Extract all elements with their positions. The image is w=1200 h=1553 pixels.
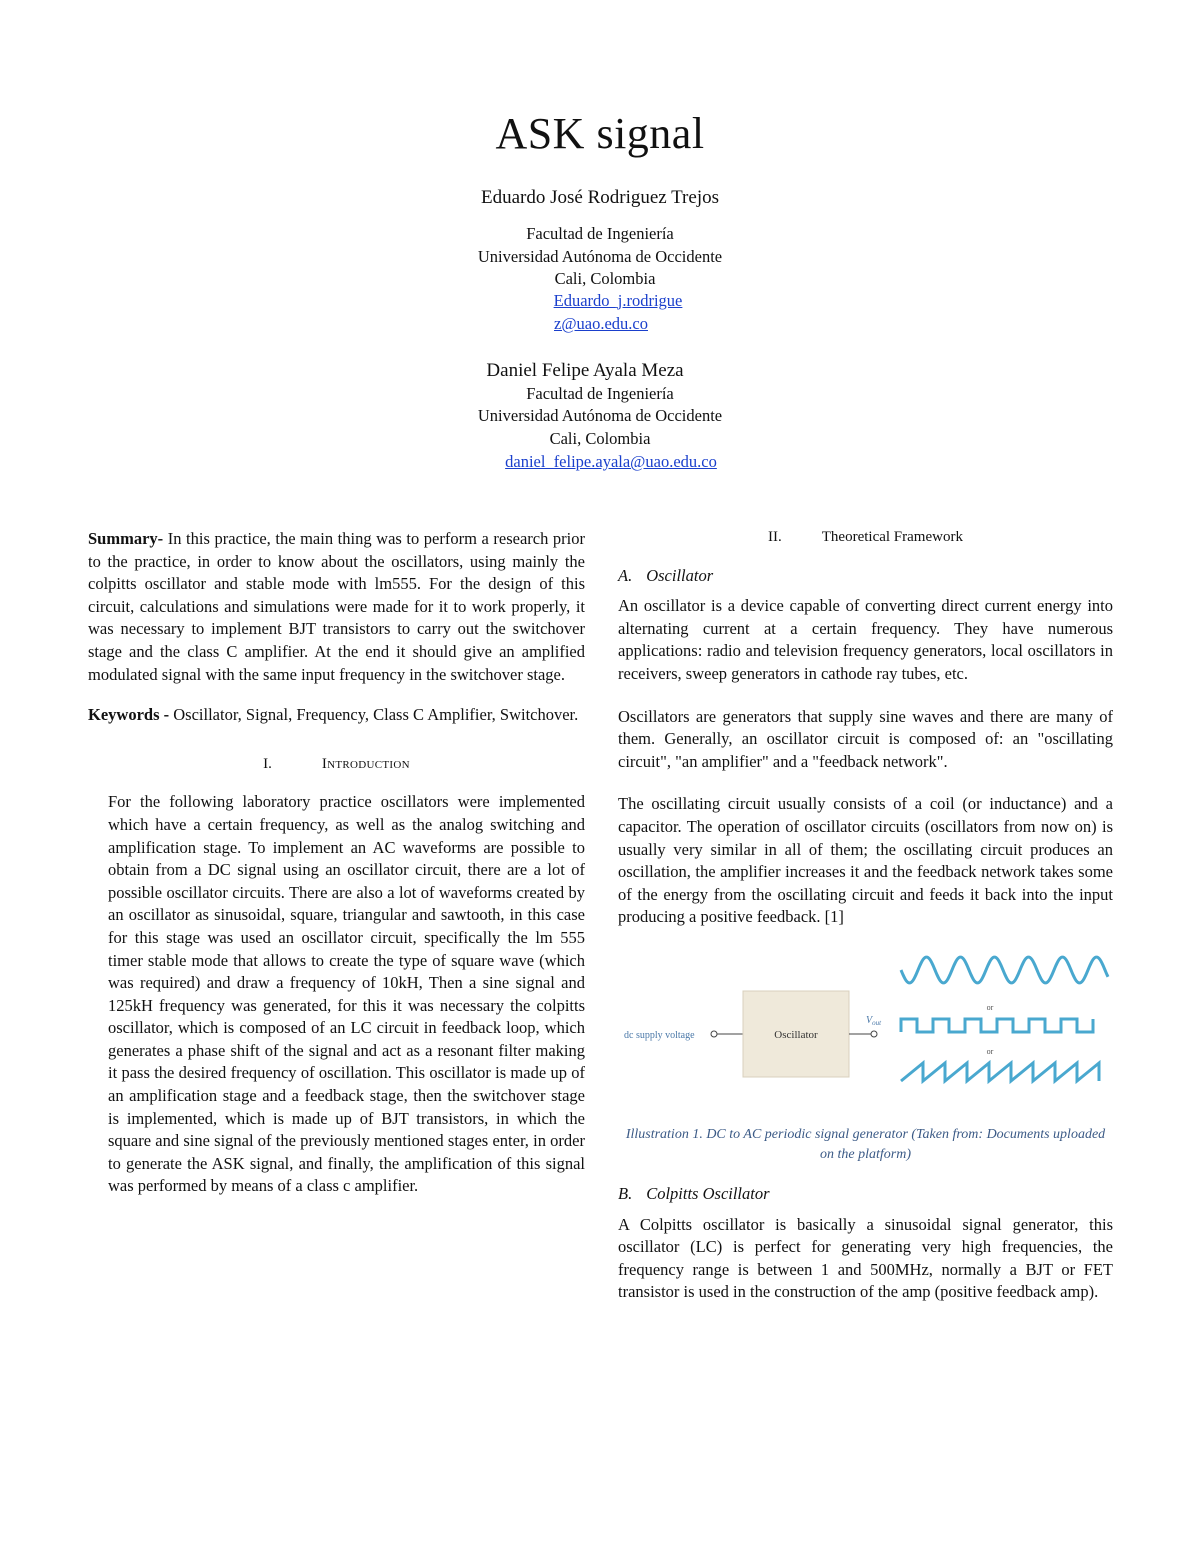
subsection-a-title: Oscillator — [646, 565, 714, 585]
summary-label: Summary- — [88, 529, 164, 548]
output-terminal — [871, 1031, 877, 1037]
author2-faculty: Facultad de Ingeniería — [526, 384, 674, 403]
author1-name: Eduardo José Rodriguez Trejos — [480, 187, 719, 208]
sine-waveform — [901, 957, 1108, 983]
author1-email-link-part2[interactable]: z@uao.edu.co — [554, 314, 648, 333]
oscillator-paragraph-2: Oscillators are generators that supply sine waves and there are many of them. Generally, an oscillator circuit is composed of: an "oscillating circuit", "an amplifier" and a "feedback network". — [618, 706, 1113, 771]
subsection-a-number: A. — [618, 565, 633, 585]
oscillator-box-label: Oscillator — [774, 1028, 818, 1041]
section2-title: Theoretical Framework — [821, 529, 963, 545]
author1-university: Universidad Autónoma de Occidente — [477, 247, 723, 266]
left-column — [88, 522, 585, 1198]
author1-faculty: Facultad de Ingeniería — [526, 224, 674, 243]
dc-supply-label: dc supply voltage — [624, 1029, 695, 1041]
author1-email-link-part1[interactable]: Eduardo_j.rodrigue — [553, 291, 683, 310]
right-column — [618, 522, 1113, 1304]
author1-city: Cali, Colombia — [554, 269, 656, 288]
figure-caption: Illustration 1. DC to AC periodic signal generator (Taken from: Documents uploaded on the platform) — [625, 1126, 1106, 1162]
subsection-b-number: B. — [618, 1183, 633, 1203]
oscillator-paragraph-3: The oscillating circuit usually consists of a coil (or inductance) and a capacitor. The operation of oscillator circuits (oscillators from now on) is usually very similar in all of them; the oscillating circuit produces an oscillation, the amplifier increases it and the feedback network takes some of the energy from the oscillating circuit and feeds it back into the input producing a positive feedback. [1] — [618, 794, 1113, 927]
oscillator-diagram — [618, 943, 1113, 1103]
keywords-label: Keywords - — [88, 705, 170, 725]
oscillator-figure — [618, 943, 1113, 1103]
paper-title: ASK signal — [495, 109, 705, 158]
subsection-b-title: Colpitts Oscillator — [646, 1183, 770, 1203]
or-label-2: or — [986, 1046, 994, 1056]
colpitts-paragraph: A Colpitts oscillator is basically a sinusoidal signal generator, this oscillator (LC) is perfect for generating very high frequencies, the frequency range is between 1 and 500MHz, normally a BJT or FET transistor is used in the construction of the amp (positive feedback amp). — [618, 1214, 1113, 1302]
keywords-paragraph — [88, 704, 585, 727]
section1-number: I. — [263, 755, 272, 772]
oscillator-paragraph-1: An oscillator is a device capable of converting direct current energy into alternating current at a certain frequency. They have numerous applications: radio and television frequency generators, local oscillators in receivers, sweep generators in cathode ray tubes, etc. — [618, 596, 1113, 683]
subsection-a-heading — [618, 565, 1113, 588]
square-waveform — [901, 1019, 1093, 1032]
author2-city: Cali, Colombia — [549, 429, 651, 448]
keywords-text: Oscillator, Signal, Frequency, Class C Amplifier, Switchover. — [169, 705, 579, 725]
section1-title: Introduction — [321, 755, 410, 772]
author2-name: Daniel Felipe Ayala Meza — [486, 360, 684, 381]
summary-paragraph — [88, 528, 585, 686]
section2-heading — [618, 526, 1113, 549]
vout-label: $V_{out}$ — [866, 1014, 882, 1027]
input-terminal — [711, 1031, 717, 1037]
section1-body: For the following laboratory practice oscillators were implemented which have a certain frequency, as well as the analog switching and amplification stage. To implement an AC waveforms are possible to obtain from a DC signal using an oscillator circuit, there are a lot of possible oscillator circuits. There are also a lot of waveforms created by an oscillator as sinusoidal, square, triangular and sawtooth, in this case for this stage was used an oscillator circuit, specifically the lm 555 timer stable mode that allows to create the type of square wave (which was required) and draw a frequency of 10kH, Then a sine signal and 125kH frequency was generated, for this it was necessary the colpitts oscillator, which is composed of an LC circuit in feedback loop, which generates a phase shift of the signal and act as a resonant filter making it pass the desired frequency of oscillation. This oscillator is made up of an amplification stage and a feedback stage, then the switchover stage is implemented, which is made up of BJT transistors, in which the square and sine signal of the previously mentioned stages enter, in order to generate the ASK signal, and finally, the amplification of this signal was performed by means of a class c amplifier. — [108, 792, 585, 1196]
or-label-1: or — [986, 1002, 994, 1012]
subsection-b-heading — [618, 1183, 1113, 1206]
section1-heading — [88, 753, 585, 776]
section2-number: II. — [768, 529, 782, 545]
author2-email-link[interactable]: daniel_felipe.ayala@uao.edu.co — [505, 452, 717, 471]
summary-text: In this practice, the main thing was to perform a research prior to the practice, in order to know about the oscillators, using mainly the colpitts oscillator and stable mode with lm555. For the design of this circuit, calculations and simulations were made for it to work properly, it was necessary to implement BJT transistors to carry out the switchover stage and the class C amplifier. At the end it should give an amplified modulated signal with the same input frequency in the switchover stage. — [88, 529, 585, 684]
author2-university: Universidad Autónoma de Occidente — [477, 406, 723, 425]
sawtooth-waveform — [901, 1063, 1099, 1081]
